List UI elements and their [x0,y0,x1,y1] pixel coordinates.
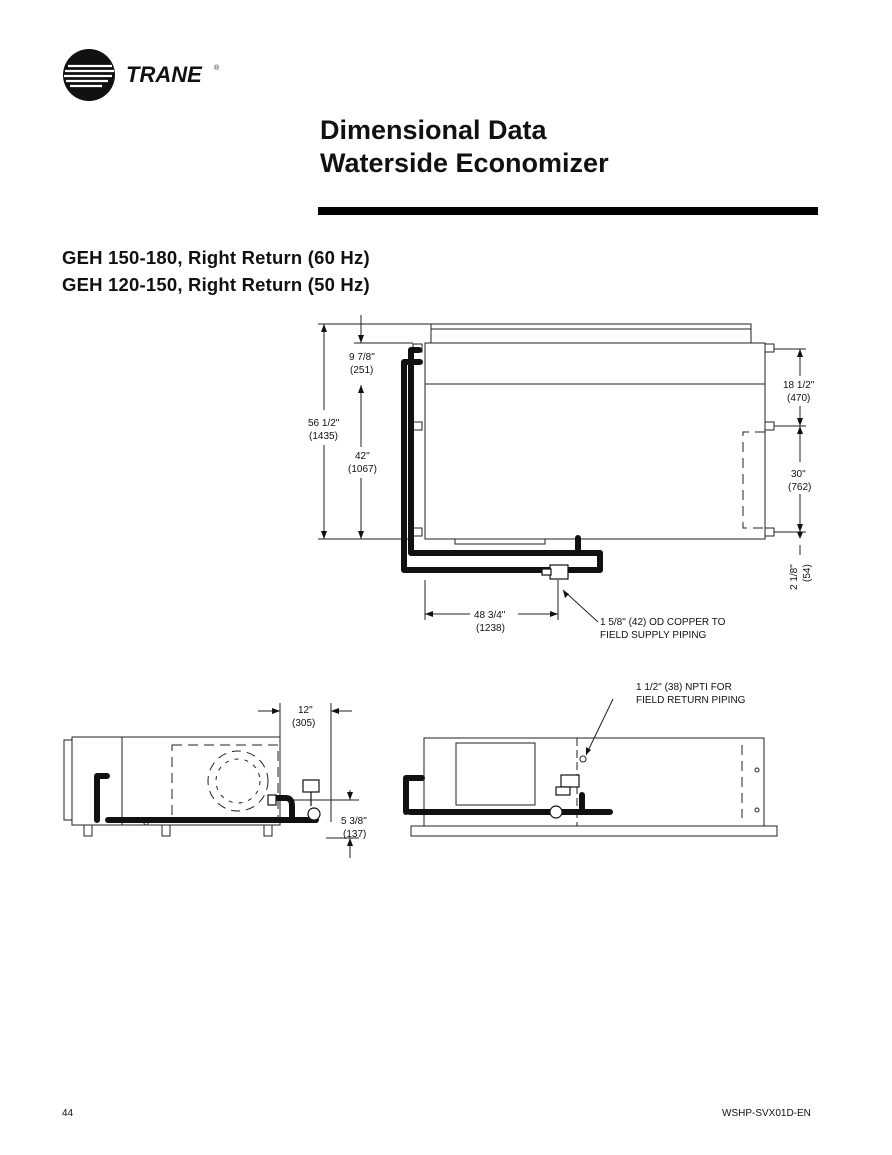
brand-wordmark: TRANE [126,62,202,87]
supply-note-line-2: FIELD SUPPLY PIPING [600,630,707,641]
dim-56-1-2: 56 1/2" [308,418,340,429]
dim-18-1-2-mm: (470) [787,393,811,404]
subtitle-line-1: GEH 150-180, Right Return (60 Hz) [62,247,370,268]
dim-48-3-4-mm: (1238) [476,623,505,634]
dim-56-1-2-mm: (1435) [309,431,338,442]
document-code: WSHP-SVX01D-EN [722,1108,811,1119]
supply-note-line-1: 1 5/8" (42) OD COPPER TO [600,617,726,628]
dim-42-mm: (1067) [348,464,377,475]
dim-9-7-8: 9 7/8" [349,352,375,363]
dim-2-1-8-mm: (54) [802,564,813,582]
dim-5-3-8-mm: (137) [343,829,367,840]
dim-9-7-8-mm: (251) [350,365,374,376]
return-note-line-2: FIELD RETURN PIPING [636,695,746,706]
side-view-piping [97,776,316,820]
top-view-piping [404,350,600,570]
dim-30-mm: (762) [788,482,812,493]
dim-2-1-8: 2 1/8" [789,564,800,590]
title-line-2: Waterside Economizer [320,148,609,178]
dim-42: 42" [355,451,370,462]
dimension-labels [292,352,815,840]
dim-5-3-8: 5 3/8" [341,816,367,827]
subtitle-line-2: GEH 120-150, Right Return (50 Hz) [62,274,370,295]
dim-12: 12" [298,705,313,716]
return-note-line-1: 1 1/2" (38) NPTI FOR [636,682,732,693]
page-number: 44 [62,1108,74,1119]
dim-48-3-4: 48 3/4" [474,610,506,621]
dim-12-mm: (305) [292,718,316,729]
front-view-arrows [586,747,591,755]
front-view-drawing [411,699,777,836]
dim-30: 30" [791,469,806,480]
dim-18-1-2: 18 1/2" [783,380,815,391]
title-line-1: Dimensional Data [320,115,547,145]
registered-mark: ® [214,65,220,72]
